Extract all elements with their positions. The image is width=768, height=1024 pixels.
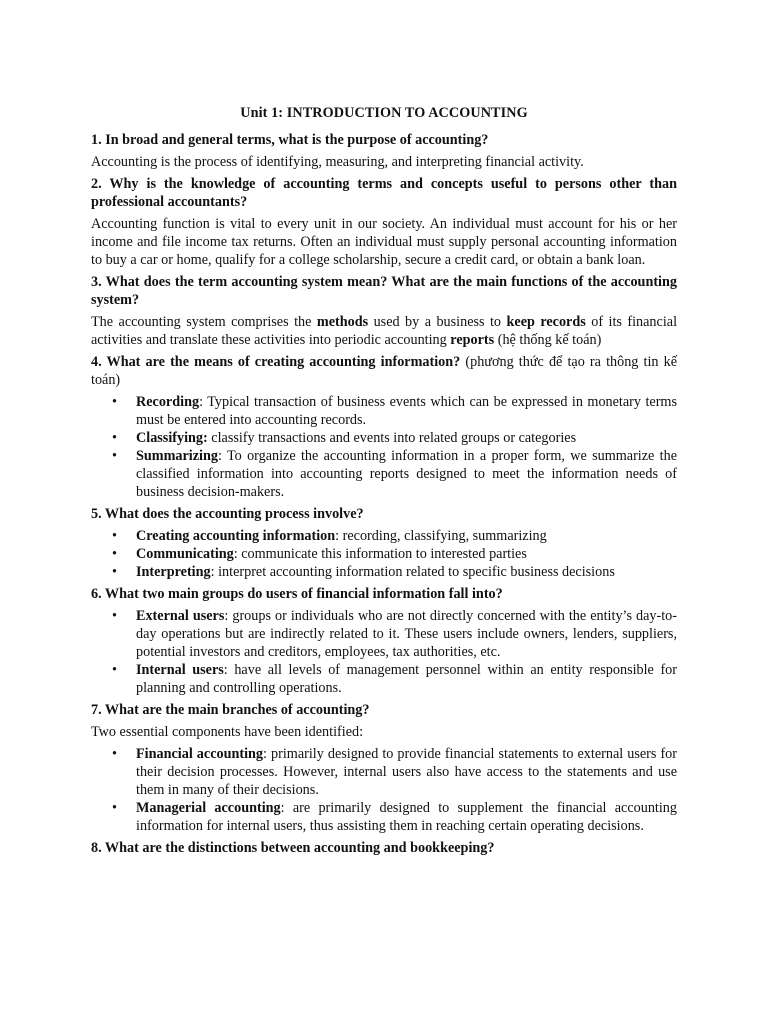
list-item bbox=[91, 745, 677, 799]
list-item-text: : recording, classifying, summarizing bbox=[335, 528, 547, 544]
list-item-term: Managerial accounting bbox=[136, 800, 281, 816]
document-content bbox=[91, 104, 677, 861]
list-item bbox=[91, 545, 677, 563]
question-7: 7. What are the main branches of accounting? bbox=[91, 702, 370, 718]
answer-3-text: (hệ thống kế toán) bbox=[494, 332, 602, 348]
list-item bbox=[91, 429, 677, 447]
answer-2: Accounting function is vital to every unit in our society. An individual must account for his or her income and file income tax returns. Often an individual must supply personal accounting information to buy a car or home, qualify for a college scholarship, secure a credit card, or obtain a bank loan. bbox=[91, 216, 677, 268]
answer-3-text: used by a business to bbox=[368, 314, 507, 330]
answer-3-text: of its financial activities and translate these activities into periodic accounting bbox=[91, 314, 678, 348]
list-item-text: : interpret accounting information related to specific business decisions bbox=[210, 564, 615, 580]
list-item bbox=[91, 799, 677, 835]
list-6 bbox=[91, 607, 677, 697]
document-title: Unit 1: INTRODUCTION TO ACCOUNTING bbox=[240, 105, 528, 121]
list-item bbox=[91, 563, 677, 581]
answer-3-text: The accounting system comprises the bbox=[91, 314, 317, 330]
answer-7-intro: Two essential components have been identified: bbox=[91, 724, 364, 740]
list-item-text: : primarily designed to provide financial statements to external users for their decision processes. However, internal users also have access to the statements and use them in many of their decisions. bbox=[136, 746, 677, 798]
list-item-text: : To organize the accounting information in a proper form, we summarize the classified information into accounting reports designed to meet the information needs of business decision-makers. bbox=[136, 448, 677, 500]
list-item-text: : communicate this information to interested parties bbox=[233, 546, 527, 562]
question-4-note: (phương thức để tạo ra thông tin kế toán) bbox=[91, 354, 678, 388]
answer-3 bbox=[91, 313, 677, 349]
list-item-term: Communicating bbox=[136, 546, 234, 562]
list-item-text: classify transactions and events into related groups or categories bbox=[207, 430, 577, 446]
list-item-term: External users bbox=[136, 608, 225, 624]
answer-1: Accounting is the process of identifying, measuring, and interpreting financial activity. bbox=[91, 154, 584, 170]
question-6: 6. What two main groups do users of financial information fall into? bbox=[91, 586, 503, 602]
question-4 bbox=[91, 353, 677, 389]
answer-3-bold: methods bbox=[316, 314, 369, 330]
question-8: 8. What are the distinctions between accounting and bookkeeping? bbox=[91, 840, 495, 856]
list-item bbox=[91, 661, 677, 697]
list-4 bbox=[91, 393, 677, 501]
question-4-text: 4. What are the means of creating accounting information? bbox=[91, 354, 461, 370]
list-7 bbox=[91, 745, 677, 835]
list-item-term: Recording bbox=[136, 394, 200, 410]
answer-3-bold: keep records bbox=[506, 314, 586, 330]
list-item-term: Financial accounting bbox=[136, 746, 264, 762]
question-3: 3. What does the term accounting system mean? What are the main functions of the accounting system? bbox=[91, 274, 677, 308]
answer-3-bold: reports bbox=[450, 332, 495, 348]
question-2: 2. Why is the knowledge of accounting terms and concepts useful to persons other than professional accountants? bbox=[91, 176, 677, 210]
list-item-term: Summarizing bbox=[136, 448, 218, 464]
list-item bbox=[91, 607, 677, 661]
list-item-text: : have all levels of management personnel within an entity responsible for planning and controlling operations. bbox=[136, 662, 678, 696]
list-item-text: : Typical transaction of business events which can be expressed in monetary terms must be entered into accounting records. bbox=[136, 394, 677, 428]
question-1: 1. In broad and general terms, what is the purpose of accounting? bbox=[91, 132, 489, 148]
list-item bbox=[91, 393, 677, 429]
question-5: 5. What does the accounting process involve? bbox=[91, 506, 364, 522]
list-item-text: : are primarily designed to supplement the financial accounting information for internal users, thus assisting them in reaching certain operating decisions. bbox=[136, 800, 677, 834]
list-item-term: Classifying: bbox=[136, 430, 208, 446]
list-item-term: Interpreting bbox=[136, 564, 211, 580]
list-item bbox=[91, 447, 677, 501]
list-item-term: Creating accounting information bbox=[136, 528, 336, 544]
list-item-text: : groups or individuals who are not directly concerned with the entity’s day-to-day operations but are indirectly related to it. These users include owners, lenders, suppliers, potential investors and creditors, employees, tax authorities, etc. bbox=[136, 608, 677, 660]
list-item-term: Internal users bbox=[136, 662, 224, 678]
list-item bbox=[91, 527, 677, 545]
list-5 bbox=[91, 527, 677, 581]
